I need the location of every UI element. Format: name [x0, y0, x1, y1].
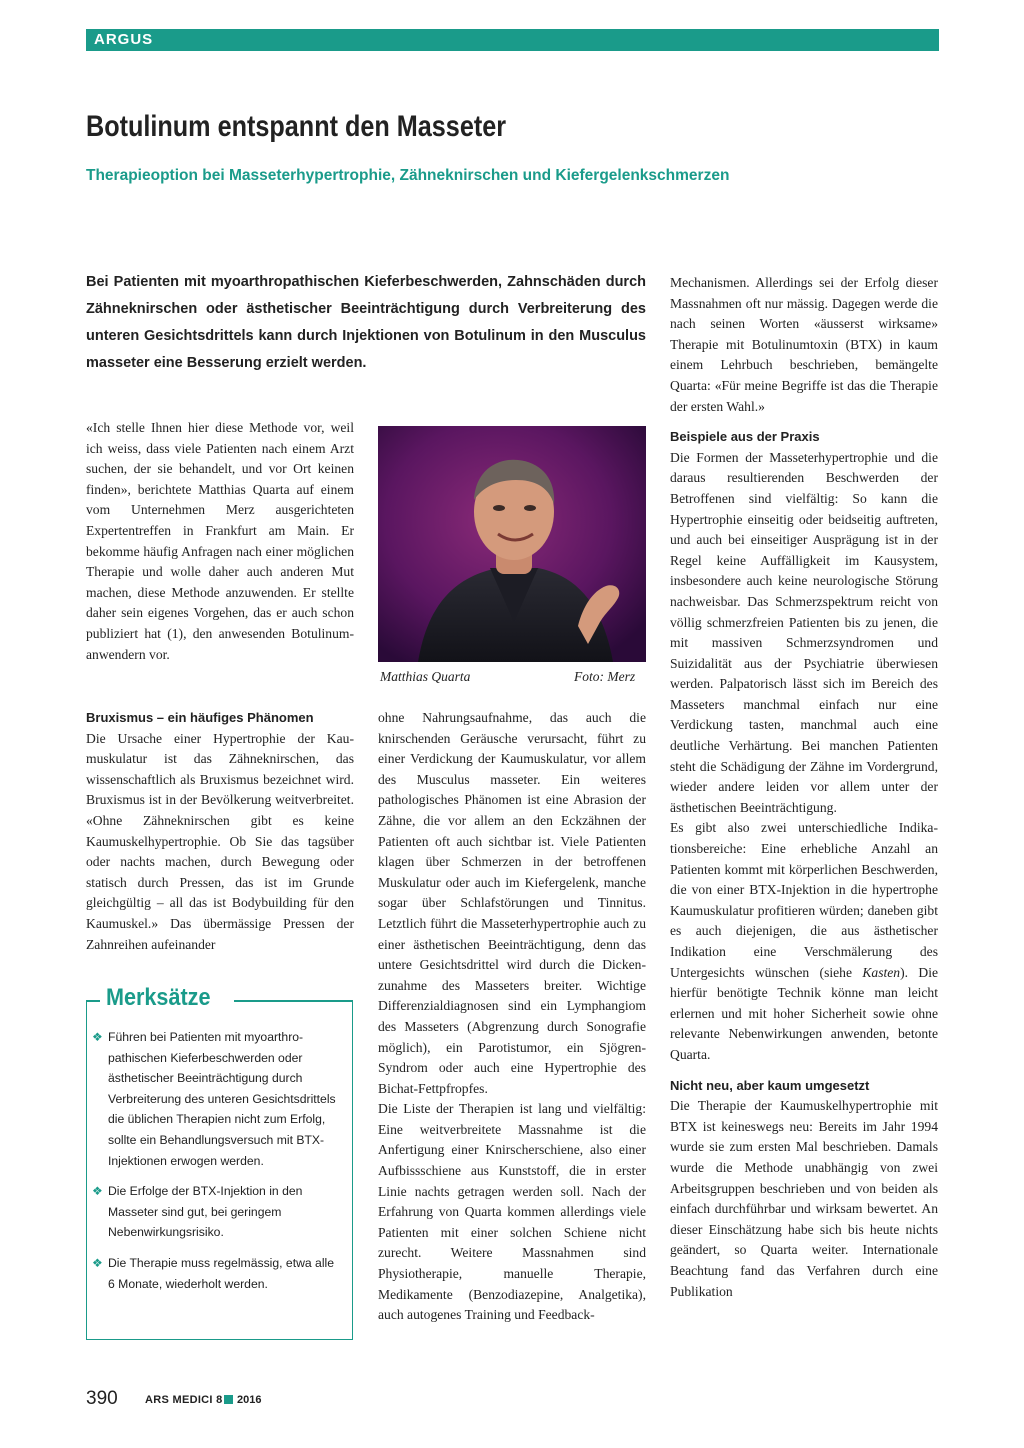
body-paragraph: Mechanismen. Allerdings sei der Erfolg dieser Massnahmen oft nur mässig. Dagegen werde die nach seinen Worten «äusserst wirksame» Therapie mit Botulinumtoxin (BTX) in kaum einem Lehrbuch beschrieben, bemängelte Quarta: «Für meine Begriffe ist das die Therapie der ersten Wahl.» — [670, 275, 938, 414]
column-2-body — [378, 708, 646, 1326]
article-lead: Bei Patienten mit myoarthropathischen Kieferbeschwerden, Zahnschäden durch Zähneknirschen oder ästhetischer Beeinträchtigung durch Verbreiterung des unteren Gesichtsdrittels kann durch Injektionen von Botulinum in den Musculus masseter eine Besserung erzielt werden. — [86, 274, 646, 371]
body-paragraph: Die Formen der Masseterhypertrophie und die daraus resultierenden Beschwerden der Betroffenen sind vielfältig: So kann die Hypertrophie einseitig oder beidseitig auftreten, und auch bei einseitiger Ausprägung ist in der Regel keine Auffälligkeit im Kausystem, insbesondere auch keine neurologische Störung nachweisbar. Das Schmerzspektrum reicht von völlig schmerzfreien Patienten bis zu jenen, die mit massiven Schmerzsyndromen und Suizidalität aus der Psychiatrie überwiesen werden. Palpatorisch lässt sich im Bereich des Masseters manchmal einfach nur eine Verdickung tasten, manchmal auch eine deutliche Verhärtung. Bei manchen Patienten steht die Schädigung der Zähne im Vordergrund, wieder andere leiden vor allem unter der ästhetischen Beeinträchtigung. — [670, 449, 938, 815]
list-item — [92, 1027, 344, 1171]
body-paragraph: ohne Nahrungsaufnahme, das auch die knirschenden Geräusche verursacht, führt zu einer Verdickung der Kaumuskulatur, vor allem des Musculus masseter. Ein weiteres pathologisches Phänomen ist eine Abrasion der Zähne, die vor allem an den Eckzähnen der Patienten oft auch sichtbar ist. Viele Patienten klagen über Schmerzen in der betroffenen Muskulatur oder auch im Kiefergelenk, manche sogar über Schlafstörungen und Tinnitus. Letztlich führt die Masseterhypertrophie auch zu einer ästhetischen Beeinträchtigung, denn das untere Gesichtsdrittel wird durch die Dickenzunahme des Masseters breiter. Wichtige Differenzialdiagnosen sind ein Lymphangiom des Masseters (Abgrenzung durch Sonografie möglich), ein Parotistumor, ein Sjögren-Syndrom oder auch eine Hypertrophie des Bichat-Fettpfropfes. — [378, 710, 646, 1096]
diamond-bullet-icon: ❖ — [92, 1184, 103, 1199]
body-paragraph — [670, 818, 938, 1065]
merksaetze-list — [92, 1027, 344, 1304]
kasten-reference: Kasten — [862, 964, 901, 980]
section-heading-bruxismus: Bruxismus – ein häufiges Phänomen — [86, 710, 314, 725]
body-paragraph: Die Therapie der Kaumuskelhypertrophie mit BTX ist keineswegs neu: Bereits im Jahr 1994 wurde sie zum ersten Mal beschrieben. Damals wurde die Methode unabhängig von zwei Arbeitsgruppen beschrieben und von beiden als einfach durchführbar und wirksam bewertet. An dieser Einschätzung habe sich bis heute nichts geändert, so Quarta weiter. Internationale Beachtung fand das Verfahren durch eine Publikation — [670, 1098, 938, 1299]
merksaetze-title: Merksätze — [106, 984, 211, 1011]
list-item — [92, 1181, 344, 1243]
magazine-issue: ARS MEDICI 8 — [145, 1394, 223, 1406]
section-heading-nicht-neu: Nicht neu, aber kaum umgesetzt — [670, 1077, 870, 1093]
issue-year: 2016 — [237, 1394, 262, 1406]
text-run: ). Die hierfür benötigte Technik könne man leicht erlernen und mit hoher Sicherheit sowie ohne relevante Nebenwirkungen anwenden, betonte Quarta. — [670, 964, 939, 1062]
text-run: Es gibt also zwei unterschiedliche Indikationsbereiche: Eine erhebliche Anzahl an Patienten kommt mit körperlichen Beschwerden, die von einer BTX-Injektion in die hypertrophe Kaumuskulatur profitieren würden; daneben gibt es auch diejenigen, die aus ästhetischer Indikation eine Verschmälerung des Untergesichts wünschen (siehe — [670, 820, 938, 980]
section-header-band — [86, 29, 939, 51]
body-paragraph: Die Liste der Therapien ist lang und vielfältig: Eine weitverbreitete Massnahme ist die Anfertigung einer Knirscherschiene, also einer Aufbissschiene aus Kunststoff, die in erster Linie nachts getragen werden soll. Nach der Erfahrung von Quarta kommen allerdings viele Patienten mit einer solchen Schiene nicht zurecht. Weitere Massnahmen sind Physiotherapie, manuelle Therapie, Medikamente (Benzodiazepine, Analgetika), auch autogenes Training und Feedback- — [378, 1101, 646, 1323]
merksaetze-top-rule-right — [234, 1000, 353, 1002]
list-item-text: Die Erfolge der BTX-Injektion in den Masseter sind gut, bei geringem Nebenwirkungsrisiko. — [108, 1184, 303, 1240]
section-label: ARGUS — [94, 31, 154, 48]
body-paragraph: Die Ursache einer Hypertrophie der Kaumuskulatur ist das Zähneknirschen, das wissenschaftlich als Bruxismus bezeichnet wird. Bruxismus ist in der Bevölkerung weitverbreitet. «Ohne Zähneknirschen gibt es keine Kaumuskelhypertrophie. Ob Sie das tagsüber oder nachts machen, durch Bewegung oder statisch durch Pressen, das ist im Grunde gleichgültig – all das ist Bodybuilding für den Kaumuskel.» Das übermässige Pressen der Zahnreihen aufeinander — [86, 730, 354, 952]
page-number: 390 — [86, 1388, 118, 1409]
column-3-body — [670, 273, 938, 1302]
footer-square-icon — [224, 1395, 233, 1404]
photo-caption-name: Matthias Quarta — [380, 669, 471, 684]
merksaetze-top-rule-left — [86, 1000, 100, 1002]
article-subtitle: Therapieoption bei Masseterhypertrophie, Zähneknirschen und Kiefergelenkschmerzen — [86, 167, 730, 184]
diamond-bullet-icon: ❖ — [92, 1030, 103, 1044]
portrait-photo — [378, 426, 646, 662]
portrait-illustration — [378, 426, 646, 662]
intro-paragraph: «Ich stelle Ihnen hier diese Methode vor, weil ich weiss, dass viele Patienten nach einem Arzt suchen, der sie behandelt, und vor Ort keinen finden», berichtete Matthias Quarta auf einem vom Unternehmen Merz ausgerichteten Expertentreffen in Frankfurt am Main. Er bekomme häufig Anfragen nach einer möglichen Therapie und wolle daher auch anderen Mut machen, diese Methode anzuwenden. Er stellte daher sein eigenes Vorgehen, das er auch schon publiziert hat (1), den anwesenden Botulinumanwendern vor. — [86, 420, 354, 662]
column-1-intro — [86, 418, 354, 665]
paragraph-gap — [670, 417, 938, 427]
list-item-text: Die Therapie muss regelmässig, etwa alle 6 Monate, wiederholt werden. — [108, 1255, 335, 1291]
article-title: Botulinum entspannt den Masseter — [86, 110, 507, 143]
list-item — [92, 1253, 344, 1294]
section-heading-beispiele: Beispiele aus der Praxis — [670, 429, 820, 445]
column-1-body — [86, 708, 354, 955]
list-item-text: Führen bei Patienten mit myoarthropathischen Kieferbeschwerden oder ästhetischer Beeinträchtigung durch Verbreiterung des unteren Gesichtsdrittels die üblichen Therapien nicht zum Erfolg, sollte ein Behandlungsversuch mit BTX-Injektionen erwogen werden. — [108, 1030, 336, 1168]
diamond-bullet-icon: ❖ — [92, 1255, 103, 1270]
photo-credit: Foto: Merz — [574, 669, 636, 684]
paragraph-gap — [670, 1066, 938, 1076]
